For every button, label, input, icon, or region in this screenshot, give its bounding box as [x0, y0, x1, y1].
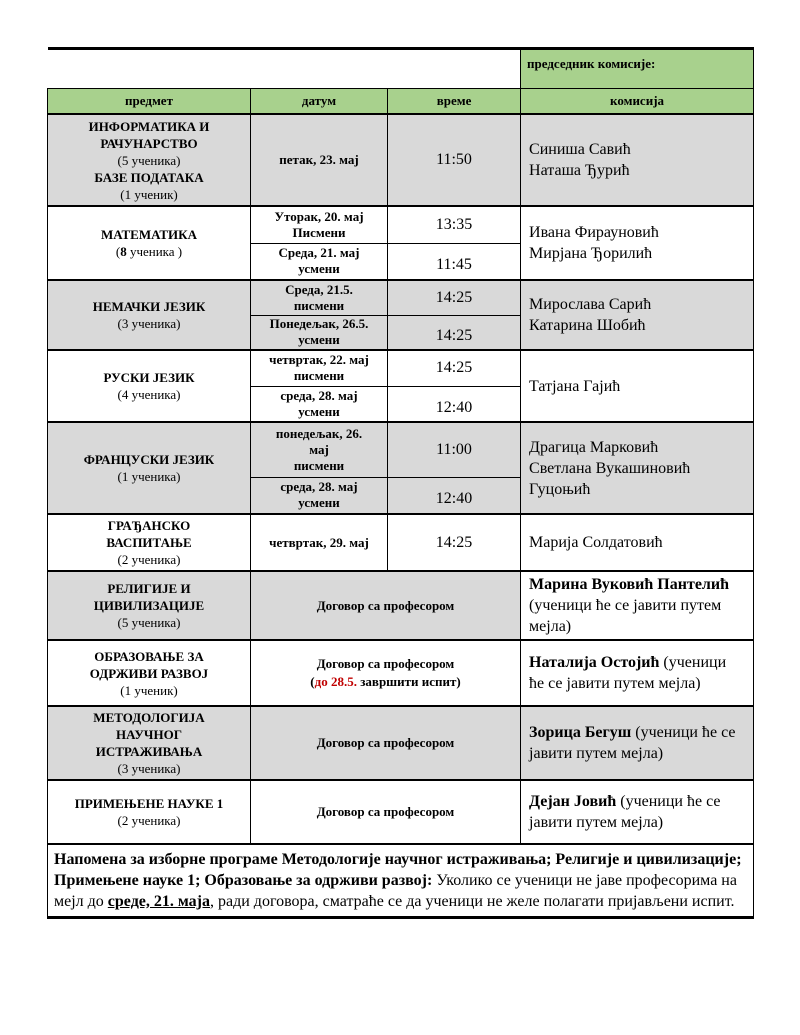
header-time: време — [388, 89, 521, 115]
commission-member: Наталија Остојић — [529, 654, 660, 671]
commission-cell — [521, 780, 754, 844]
top-blank-cell — [48, 49, 521, 89]
commission-member: Мирослава Сарић — [529, 296, 652, 313]
subject-name: РЕЛИГИЈЕ И — [107, 581, 191, 596]
header-date: датум — [251, 89, 388, 115]
subject-name: ЦИВИЛИЗАЦИЈЕ — [93, 598, 205, 613]
agreement-cell: Договор са професором — [251, 571, 521, 640]
table-row — [48, 706, 754, 780]
table-row — [48, 114, 754, 206]
date-cell: четвртак, 29. мај — [251, 514, 388, 571]
date-cell: Понедељак, 26.5. усмени — [251, 315, 388, 350]
table-row — [48, 780, 754, 844]
subject-cell — [48, 780, 251, 844]
commission-member: Мирјана Ђорилић — [529, 245, 653, 262]
subject-cell — [48, 571, 251, 640]
subject-name: ПРИМЕЊЕНЕ НАУКЕ 1 — [74, 796, 224, 811]
commission-cell: Марија Солдатовић — [521, 514, 754, 571]
student-count: (1 ученик) — [120, 186, 178, 202]
subject-name: МЕТОДОЛОГИЈА — [93, 710, 205, 725]
table-row — [48, 640, 754, 706]
subject-name: БАЗЕ ПОДАТАКА — [94, 169, 204, 185]
subject-cell — [48, 514, 251, 571]
commission-member: Марина Вуковић Пантелић — [529, 576, 730, 593]
student-count: (5 ученика) — [117, 152, 181, 168]
note-heading: Напомена за изборне програме Методологије научног истраживања; Религије и цивилизације; Примењене науке 1; Образовање за одрживи развој: — [54, 851, 742, 889]
commission-cell — [521, 206, 754, 280]
time-cell: 13:35 — [388, 206, 521, 243]
time-cell: 12:40 — [388, 386, 521, 422]
time-cell: 14:25 — [388, 514, 521, 571]
commission-cell — [521, 280, 754, 350]
note-row — [48, 844, 754, 918]
subject-name: ГРАЂАНСКО — [107, 518, 191, 533]
student-count: (4 ученика) — [117, 387, 181, 402]
agreement-cell: Договор са професором — [251, 706, 521, 780]
student-count: (2 ученика) — [117, 552, 181, 567]
date-cell: понедељак, 26. мај писмени — [251, 422, 388, 477]
table-row — [48, 514, 754, 571]
subject-cell — [48, 350, 251, 422]
agreement-cell: Договор са професором — [251, 780, 521, 844]
exam-schedule-table — [47, 47, 754, 919]
note-deadline: среде, 21. маја — [107, 893, 210, 910]
subject-name: РУСКИ ЈЕЗИК — [103, 370, 195, 385]
subject-cell — [48, 280, 251, 350]
commission-cell — [521, 350, 754, 422]
commission-cell — [521, 571, 754, 640]
time-cell: 11:45 — [388, 243, 521, 280]
subject-name: НАУЧНОГ — [116, 727, 182, 742]
student-count: (5 ученика) — [117, 615, 181, 630]
date-cell: Среда, 21. мај усмени — [251, 243, 388, 280]
commission-member: Татјана Гајић — [529, 377, 621, 395]
date-cell: Уторак, 20. мај Писмени — [251, 206, 388, 243]
exam-schedule-sheet — [47, 47, 753, 919]
note-text: Уколико се ученици не јаве професорима на мејл до — [54, 872, 737, 910]
time-cell: 14:25 — [388, 280, 521, 315]
commission-note: (ученици ће се јавити путем мејла) — [529, 597, 722, 635]
header-subject: предмет — [48, 89, 251, 115]
subject-cell — [48, 206, 251, 280]
subject-name: ВАСПИТАЊЕ — [106, 535, 192, 550]
commission-member: Катарина Шобић — [529, 317, 646, 334]
date-cell: четвртак, 22. мај писмени — [251, 350, 388, 386]
table-row — [48, 422, 754, 477]
subject-cell — [48, 706, 251, 780]
subject-name: ФРАНЦУСКИ ЈЕЗИК — [83, 452, 215, 467]
date-cell: петак, 23. мај — [251, 114, 388, 206]
commission-note: (ученици ће се јавити путем мејла) — [529, 654, 727, 692]
time-cell: 14:25 — [388, 315, 521, 350]
subject-name: ОДРЖИВИ РАЗВОЈ — [89, 665, 209, 681]
student-count: (1 ученик) — [120, 682, 178, 698]
subject-cell — [48, 114, 251, 206]
commission-member: Светлана Вукашиновић — [529, 459, 691, 477]
date-cell: Среда, 21.5. писмени — [251, 280, 388, 315]
commission-member: Синиша Савић — [529, 141, 631, 158]
commission-cell — [521, 422, 754, 514]
note-cell — [48, 844, 754, 918]
commission-cell — [521, 706, 754, 780]
time-cell: 11:50 — [388, 114, 521, 206]
agreement-cell: Договор са професором (до 28.5. завршити испит) — [251, 640, 521, 706]
commission-note: (ученици ће се јавити путем мејла) — [529, 724, 736, 762]
student-count: (8 ученика ) — [115, 244, 183, 259]
note-text: , ради договора, сматраће се да ученици не желе полагати пријављени испит. — [210, 893, 735, 910]
subject-name: ИНФОРМАТИКА И — [88, 118, 210, 134]
table-row — [48, 206, 754, 243]
commission-member: Зорица Бегуш — [529, 724, 632, 741]
student-count: (3 ученика) — [117, 316, 181, 331]
subject-name: РАЧУНАРСТВО — [100, 135, 198, 151]
student-count: (2 ученика) — [117, 813, 181, 828]
subject-name: НЕМАЧКИ ЈЕЗИК — [92, 299, 206, 314]
subject-cell — [48, 640, 251, 706]
subject-name: ОБРАЗОВАЊЕ ЗА — [94, 648, 204, 664]
president-row — [48, 49, 754, 89]
deadline-date: до 28.5. — [314, 674, 357, 689]
commission-note: (ученици ће се јавити путем мејла) — [529, 793, 721, 831]
table-row — [48, 350, 754, 386]
time-cell: 12:40 — [388, 477, 521, 514]
header-commission: комисија — [521, 89, 754, 115]
subject-name: ИСТРАЖИВАЊА — [95, 744, 203, 759]
commission-member: Наташа Ђурић — [529, 162, 630, 179]
table-header-row — [48, 89, 754, 115]
commission-cell — [521, 640, 754, 706]
subject-name: МАТЕМАТИКА — [101, 227, 197, 242]
date-cell: среда, 28. мај усмени — [251, 386, 388, 422]
commission-member: Гуцоњић — [529, 480, 591, 498]
time-cell: 14:25 — [388, 350, 521, 386]
student-count: (3 ученика) — [117, 761, 181, 776]
table-row — [48, 571, 754, 640]
time-cell: 11:00 — [388, 422, 521, 477]
date-cell: среда, 28. мај усмени — [251, 477, 388, 514]
table-row — [48, 280, 754, 315]
student-count: (1 ученика) — [117, 469, 181, 484]
commission-cell — [521, 114, 754, 206]
president-label: председник комисије: — [521, 49, 754, 89]
commission-member: Ивана Фирауновић — [529, 224, 659, 241]
commission-member: Дејан Јовић — [529, 793, 617, 810]
deadline-note: (до 28.5. завршити испит) — [310, 674, 461, 689]
commission-member: Драгица Марковић — [529, 438, 659, 456]
subject-cell — [48, 422, 251, 514]
